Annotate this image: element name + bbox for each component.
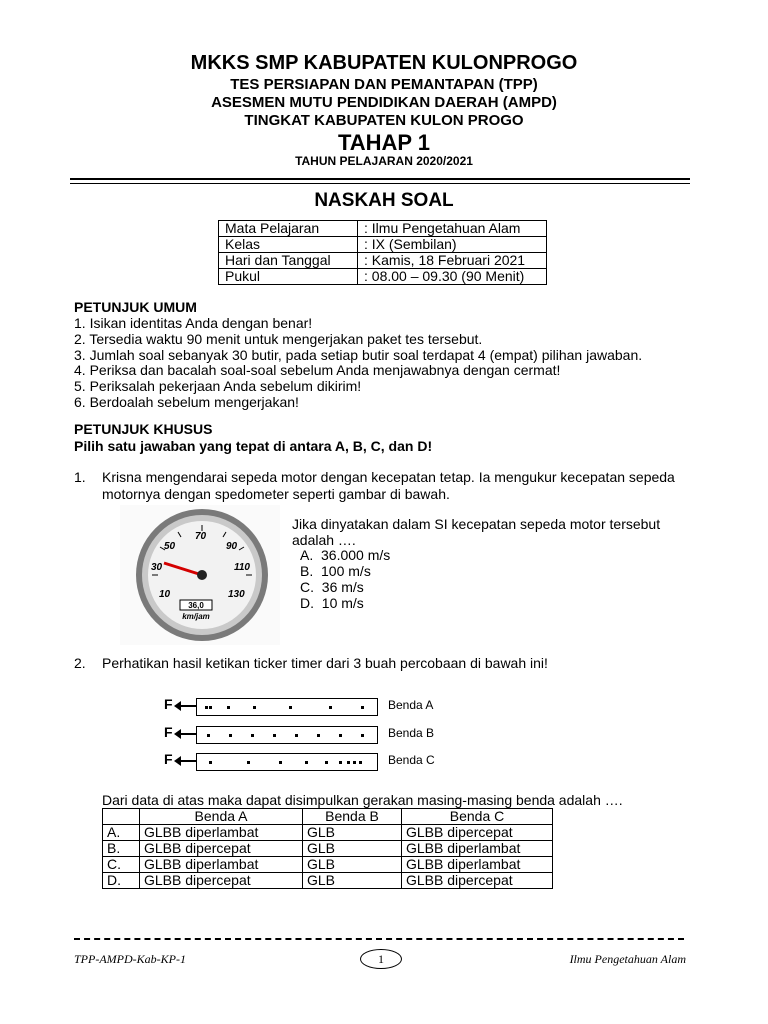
gauge-label: 110 — [234, 562, 250, 573]
page-number: 1 — [360, 949, 402, 969]
info-key: Hari dan Tanggal — [219, 253, 358, 269]
table-header — [103, 809, 140, 825]
info-value: : IX (Sembilan) — [358, 237, 547, 253]
answer-option — [300, 547, 390, 563]
gauge-label: 70 — [195, 531, 207, 542]
tape-label: Benda C — [388, 753, 435, 767]
question-prompt: Jika dinyatakan dalam SI kecepatan sepeda motor tersebut — [292, 516, 661, 532]
special-instructions-title: PETUNJUK KHUSUS — [74, 421, 213, 437]
footer-divider — [74, 938, 684, 940]
header-title: MKKS SMP KABUPATEN KULONPROGO — [190, 52, 578, 74]
force-label: F — [164, 751, 173, 767]
general-instruction-item: 1. Isikan identitas Anda dengan benar! — [74, 315, 313, 331]
question-text: motornya dengan spedometer seperti gambar di bawah. — [102, 486, 450, 502]
gauge-label: 10 — [159, 589, 171, 600]
tape-label: Benda B — [388, 726, 435, 740]
answer-option — [300, 563, 371, 579]
force-arrow-icon — [176, 760, 196, 762]
option-letter: B. — [300, 563, 314, 579]
table-cell: GLB — [303, 857, 402, 873]
school-year: TAHUN PELAJARAN 2020/2021 — [295, 154, 473, 168]
table-row — [103, 873, 553, 889]
stage-title: TAHAP 1 — [337, 130, 431, 155]
table-header: Benda B — [303, 809, 402, 825]
info-row — [219, 269, 547, 285]
document-title: NASKAH SOAL — [314, 190, 454, 211]
gauge-label: 50 — [164, 541, 176, 552]
general-instruction-item: 5. Periksalah pekerjaan Anda sebelum dikirim! — [74, 378, 362, 394]
question-prompt: adalah …. — [292, 532, 356, 548]
table-header-row — [103, 809, 553, 825]
info-row — [219, 237, 547, 253]
answer-option — [300, 579, 364, 595]
table-cell: GLBB diperlambat — [140, 825, 303, 841]
option-text: 100 m/s — [321, 563, 371, 579]
question-number: 2. — [74, 655, 86, 671]
info-key: Kelas — [219, 237, 358, 253]
ticker-tape-b — [152, 724, 452, 744]
table-cell: D. — [103, 873, 140, 889]
force-arrow-icon — [176, 733, 196, 735]
info-value: : Ilmu Pengetahuan Alam — [358, 221, 547, 237]
info-key: Mata Pelajaran — [219, 221, 358, 237]
question-prompt: Dari data di atas maka dapat disimpulkan gerakan masing-masing benda adalah …. — [102, 792, 623, 808]
table-cell: GLBB dipercepat — [140, 873, 303, 889]
header-divider-thin — [70, 183, 690, 184]
table-header: Benda A — [140, 809, 303, 825]
table-cell: GLBB diperlambat — [140, 857, 303, 873]
info-value: : 08.00 – 09.30 (90 Menit) — [358, 269, 547, 285]
table-cell: C. — [103, 857, 140, 873]
table-cell: GLB — [303, 841, 402, 857]
tape-label: Benda A — [388, 698, 434, 712]
special-instruction-text: Pilih satu jawaban yang tepat di antara A, B, C, dan D! — [74, 438, 433, 454]
footer-code: TPP-AMPD-Kab-KP-1 — [74, 952, 186, 966]
table-cell: B. — [103, 841, 140, 857]
general-instruction-item: 3. Jumlah soal sebanyak 30 butir, pada setiap butir soal terdapat 4 (empat) pilihan jawaban. — [74, 347, 643, 363]
general-instruction-item: 6. Berdoalah sebelum mengerjakan! — [74, 394, 299, 410]
table-row — [103, 857, 553, 873]
table-row — [103, 825, 553, 841]
gauge-label: 90 — [226, 541, 238, 552]
option-text: 36 m/s — [321, 579, 364, 595]
force-label: F — [164, 724, 173, 740]
force-arrow-icon — [176, 705, 196, 707]
tape-strip — [196, 726, 378, 744]
option-text: 10 m/s — [321, 595, 364, 611]
table-cell: GLBB diperlambat — [402, 841, 553, 857]
info-row — [219, 221, 547, 237]
gauge-label: 130 — [228, 589, 245, 600]
info-row — [219, 253, 547, 269]
ticker-tape-a — [152, 696, 452, 716]
table-cell: GLBB dipercepat — [140, 841, 303, 857]
info-value: : Kamis, 18 Februari 2021 — [358, 253, 547, 269]
exam-info-table — [218, 220, 547, 285]
header-subtitle-3: TINGKAT KABUPATEN KULON PROGO — [244, 112, 524, 129]
table-header: Benda C — [402, 809, 553, 825]
question-text: Perhatikan hasil ketikan ticker timer dari 3 buah percobaan di bawah ini! — [102, 655, 548, 671]
general-instructions-title: PETUNJUK UMUM — [74, 299, 197, 315]
header-divider — [70, 178, 690, 180]
tape-strip — [196, 698, 378, 716]
odometer-value: 36,0 — [188, 601, 204, 610]
ticker-tape-c — [152, 751, 452, 771]
table-cell: GLB — [303, 873, 402, 889]
gauge-unit: km/jam — [182, 612, 210, 621]
option-letter: D. — [300, 595, 314, 611]
question-number: 1. — [74, 469, 86, 485]
table-row — [103, 841, 553, 857]
info-key: Pukul — [219, 269, 358, 285]
option-letter: C. — [300, 579, 314, 595]
tape-strip — [196, 753, 378, 771]
speedometer-image — [120, 505, 280, 645]
table-cell: GLB — [303, 825, 402, 841]
table-cell: GLBB dipercepat — [402, 873, 553, 889]
header-subtitle: TES PERSIAPAN DAN PEMANTAPAN (TPP) — [230, 76, 538, 93]
general-instruction-item: 2. Tersedia waktu 90 menit untuk mengerjakan paket tes tersebut. — [74, 331, 483, 347]
gauge-label: 30 — [151, 562, 163, 573]
question-text: Krisna mengendarai sepeda motor dengan kecepatan tetap. Ia mengukur kecepatan sepeda — [102, 469, 675, 485]
table-cell: GLBB diperlambat — [402, 857, 553, 873]
general-instruction-item: 4. Periksa dan bacalah soal-soal sebelum Anda menjawabnya dengan cermat! — [74, 362, 561, 378]
force-label: F — [164, 696, 173, 712]
answer-table — [102, 808, 553, 889]
table-cell: A. — [103, 825, 140, 841]
option-text: 36.000 m/s — [321, 547, 391, 563]
answer-option — [300, 595, 364, 611]
table-cell: GLBB dipercepat — [402, 825, 553, 841]
header-subtitle-2: ASESMEN MUTU PENDIDIKAN DAERAH (AMPD) — [211, 94, 557, 111]
footer-subject: Ilmu Pengetahuan Alam — [569, 952, 686, 966]
option-letter: A. — [300, 547, 314, 563]
